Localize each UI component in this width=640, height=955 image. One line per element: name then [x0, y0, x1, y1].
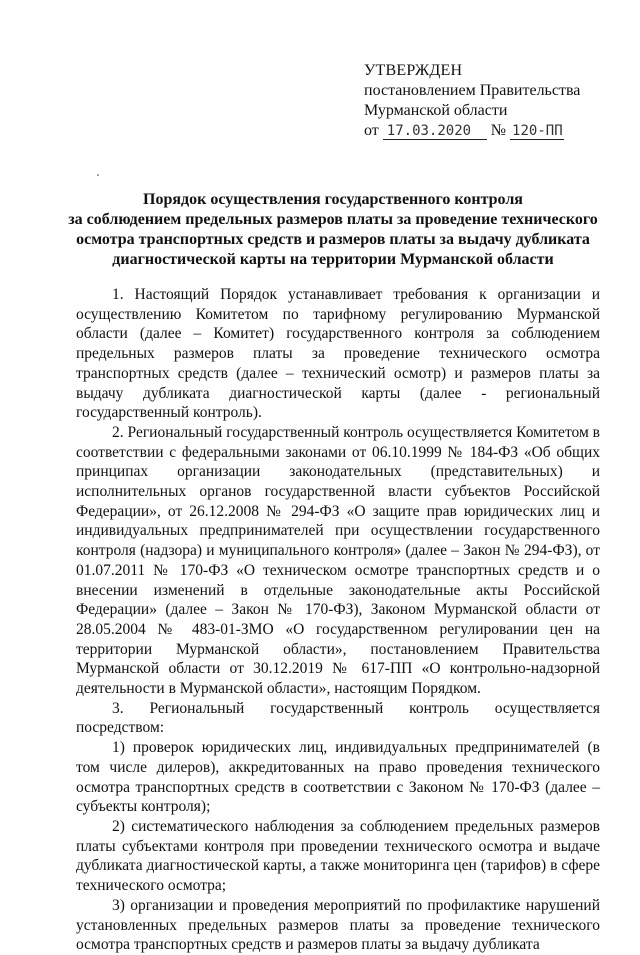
approval-date-line — [364, 121, 604, 141]
heading-line-3: осмотра транспортных средств и размеров платы за выдачу дубликата — [76, 231, 590, 248]
scan-speck — [97, 174, 99, 176]
number-label: № — [490, 122, 507, 139]
paragraph-2: 2. Региональный государственный контроль осуществляется Комитетом в соответствии с федеральными законами от 06.10.1999 № 184-ФЗ «Об общих принципах организации законодательных (представительных) и исполнительных органов государственной власти субъектов Российской Федерации», от 26.12.2008 № 294-ФЗ «О защите прав юридических лиц и индивидуальных предпринимателей при осуществлении государственного контроля (надзора) и муниципального контроля» (далее – Закон № 294-ФЗ), от 01.07.2011 № 170-ФЗ «О техническом осмотре транспортных средств и о внесении изменений в отдельные законодательные акты Российской Федерации» (далее – Закон № 170-ФЗ), Законом Мурманской области от 28.05.2004 № 483-01-ЗМО «О государственном регулировании цен на территории Мурманской области», постановлением Правительства Мурманской области от 30.12.2019 № 617-ПП «О контрольно-надзорной деятельности в Мурманской области», настоящим Порядком. — [76, 423, 600, 698]
paragraph-3-item-3: 3) организации и проведения мероприятий по профилактике нарушений установленных предельных размеров платы за проведение технического осмотра транспортных средств и размеров платы за выдачу дубликата — [76, 896, 600, 954]
heading-line-4: диагностической карты на территории Мурманской области — [112, 251, 554, 268]
approval-stamp — [364, 61, 604, 141]
document-body — [76, 285, 600, 955]
approval-number: 120-ПП — [512, 123, 563, 139]
heading-line-2: за соблюдением предельных размеров платы за проведение технического — [68, 211, 598, 228]
from-label: от — [364, 122, 379, 139]
approval-line-2: Мурманской области — [364, 102, 508, 119]
approval-title: УТВЕРЖДЕН — [364, 62, 463, 79]
approval-line-1: постановлением Правительства — [364, 82, 581, 99]
paragraph-3-item-2: 2) систематического наблюдения за соблюдением предельных размеров платы субъектами контроля при проведении технического осмотра и выдаче дубликата диагностической карты, а также мониторинга цен (тарифов) в сфере технического осмотра; — [76, 817, 600, 895]
approval-date: 17.03.2020 — [383, 123, 487, 140]
document-heading — [66, 190, 600, 270]
paragraph-3: 3. Региональный государственный контроль осуществляется посредством: — [76, 699, 600, 737]
heading-line-1: Порядок осуществления государственного контроля — [143, 191, 523, 208]
paragraph-3-item-1: 1) проверок юридических лиц, индивидуальных предпринимателей (в том числе дилеров), аккредитованных на право проведения технического осмотра транспортных средств в соответствии с Законом № 170-ФЗ (далее – субъекты контроля); — [76, 739, 600, 816]
paragraph-1: 1. Настоящий Порядок устанавливает требования к организации и осуществлению Комитетом по тарифному регулированию Мурманской области (далее – Комитет) государственного контроля за соблюдением предельных размеров платы за проведение технического осмотра транспортных средств (далее – технический осмотр) и размеров платы за выдачу дубликата диагностической карты (далее - региональный государственный контроль). — [76, 286, 600, 422]
